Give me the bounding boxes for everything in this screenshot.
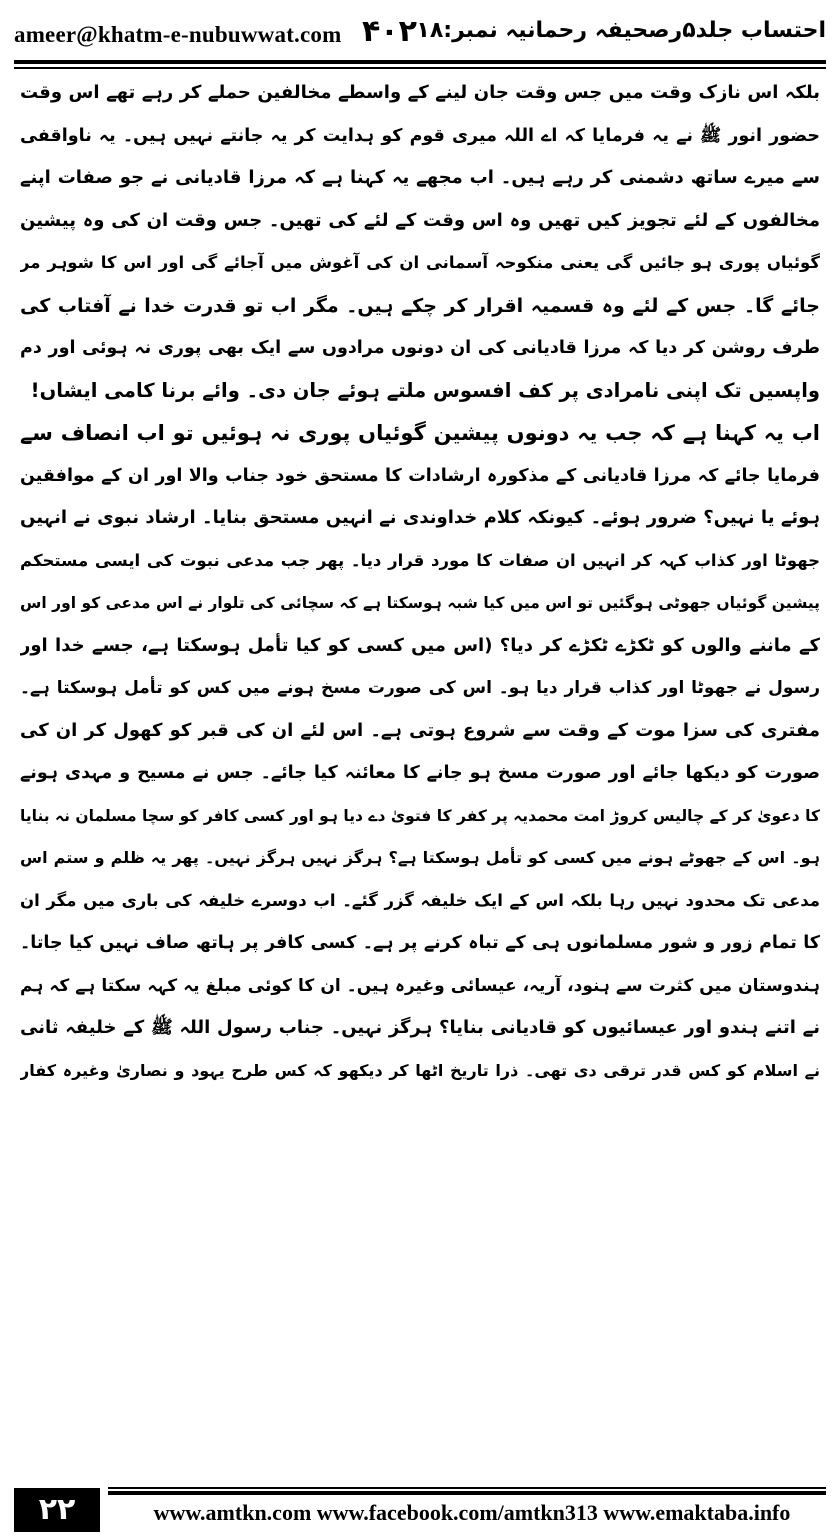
text-line: فرمایا جائے کہ مرزا قادیانی کے مذکورہ ارشادات کا مستحق خود جناب والا اور ان کے موافقین: [20, 465, 820, 486]
footer-rule-thick: [108, 1491, 826, 1495]
body-text: [20, 72, 820, 1474]
header-rule-thick: [14, 60, 826, 64]
text-line: مفتری کی سزا موت کے وقت سے شروع ہوتی ہے۔ اس لئے ان کی قبر کو کھول کر ان کی: [20, 719, 820, 741]
text-line: کے ماننے والوں کو ٹکڑے ٹکڑے کر دیا؟ (اس میں کسی کو کیا تأمل ہوسکتا ہے، جسے خدا اور: [20, 634, 820, 656]
text-line: نے اسلام کو کس قدر ترقی دی تھی۔ ذرا تاریخ اٹھا کر دیکھو کہ کس طرح یہود و نصاریٰ وغیرہ کفار: [20, 1060, 820, 1080]
header-email: ameer@khatm-e-nubuwwat.com: [14, 22, 342, 47]
text-line: جھوٹا اور کذاب کہہ کر انہیں ان صفات کا مورد قرار دیا۔ پھر جب مدعی نبوت کی ایسی مستحکم: [20, 550, 820, 570]
text-line: جائے گا۔ جس کے لئے وہ قسمیہ اقرار کر چکے ہیں۔ مگر اب تو قدرت خدا نے آفتاب کی: [20, 294, 820, 317]
text-line: سے میرے ساتھ دشمنی کر رہے ہیں۔ اب مجھے یہ کہنا ہے کہ مرزا قادیانی نے جو صفات اپنے: [20, 167, 820, 188]
text-line: کا دعویٰ کر کے چالیس کروڑ امت محمدیہ پر کفر کا فتویٰ دے دیا ہو اور کسی کافر کو سچا مسلمان نہ بنایا: [20, 806, 820, 825]
text-line: حضور انور ﷺ نے یہ فرمایا کہ اے اللہ میری قوم کو ہدایت کر یہ جانتے نہیں ہیں۔ یہ ناواقفی: [20, 125, 820, 146]
text-line: رسول نے جھوٹا اور کذاب قرار دیا ہو۔ اس کی صورت مسخ ہونے میں کس کو تأمل ہوسکتا ہے۔: [20, 678, 820, 698]
text-line: طرف روشن کر دیا کہ مرزا قادیانی کی ان دونوں مرادوں سے ایک بھی پوری نہ ہوئی اور دم: [20, 338, 820, 358]
page-header: [14, 8, 826, 56]
text-line: کا تمام زور و شور مسلمانوں ہی کے تباہ کرنے پر ہے۔ کسی کافر پر ہاتھ صاف نہیں کیا جاتا۔: [20, 933, 820, 953]
text-line: گوئیاں پوری ہو جائیں گی یعنی منکوحہ آسمانی ان کی آغوش میں آجائے گی اور اس کا شوہر مر: [20, 253, 820, 272]
text-line: مدعی تک محدود نہیں رہا بلکہ اس کے ایک خلیفہ گزر گئے۔ اب دوسرے خلیفہ کی باری میں مگر ان: [20, 890, 820, 910]
text-line: مخالفوں کے لئے تجویز کیں تھیں وہ اس وقت کے لئے کی تھیں۔ جس وقت ان کی وہ پیشین: [20, 209, 820, 231]
header-rule-thin: [14, 67, 826, 69]
footer-links: www.amtkn.com www.facebook.com/amtkn313 www.emaktaba.info: [153, 1500, 791, 1525]
text-line: ہو۔ اس کے جھوٹے ہونے میں کسی کو تأمل ہوسکتا ہے؟ ہرگز نہیں ہرگز نہیں۔ پھر یہ ظلم و ستم اس: [20, 848, 820, 867]
footer-page-number: ۲۲: [14, 1488, 100, 1532]
text-line: صورت کو دیکھا جائے اور صورت مسخ ہو جانے کا معائنہ کیا جائے۔ جس نے مسیح و مہدی ہونے: [20, 763, 820, 783]
header-title: احتساب جلد۵رصحیفہ رحمانیہ نمبر:۱۸: [416, 18, 826, 43]
footer-rule-thin: [108, 1487, 826, 1489]
text-line: اب یہ کہنا ہے کہ جب یہ دونوں پیشین گوئیاں پوری نہ ہوئیں تو اب انصاف سے: [20, 421, 820, 445]
header-page-number: ۴۰۲: [362, 14, 417, 49]
text-line: نے اتنے ہندو اور عیسائیوں کو قادیانی بنایا؟ ہرگز نہیں۔ جناب رسول اللہ ﷺ کے خلیفہ ثانی: [20, 1017, 820, 1038]
text-line: پیشین گوئیاں جھوٹی ہوگئیں تو اس میں کیا شبہ ہوسکتا ہے کہ سچائی کی تلوار نے اس مدعی کو اور اس: [20, 594, 820, 612]
text-line: ہندوستان میں کثرت سے ہنود، آریہ، عیسائی وغیرہ ہیں۔ ان کا کوئی مبلغ یہ کہہ سکتا ہے کہ ہم: [20, 975, 820, 996]
text-line: ہوئے یا نہیں؟ ضرور ہوئے۔ کیونکہ کلام خداوندی نے انہیں مستحق بنایا۔ ارشاد نبوی نے انہیں: [20, 507, 820, 528]
text-line: بلکہ اس نازک وقت میں جس وقت جان لینے کے واسطے مخالفین حملے کر رہے تھے اس وقت: [20, 82, 820, 103]
text-line: واپسیں تک اپنی نامرادی پر کف افسوس ملتے ہوئے جان دی۔ وائے برنا کامی ایشاں!: [30, 378, 820, 402]
